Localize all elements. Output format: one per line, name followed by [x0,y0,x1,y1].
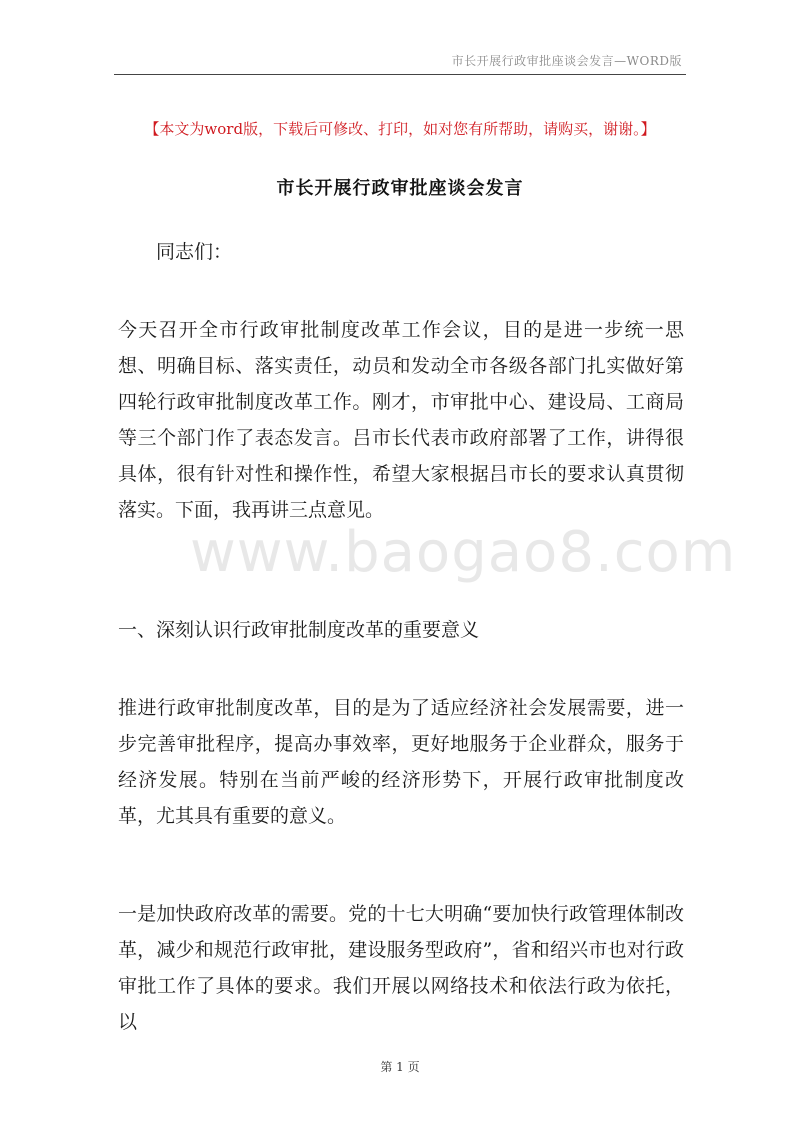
watermark: www.baogao8.com [190,520,737,585]
header-divider [114,74,686,75]
purchase-notice: 【本文为word版，下载后可修改、打印，如对您有所帮助，请购买，谢谢。】 [144,120,656,138]
document-title: 市长开展行政审批座谈会发言 [276,178,524,199]
paragraph-text: 今天召开全市行政审批制度改革工作会议，目的是进一步统一思想、明确目标、落实责任，动员和发动全市各级各部门扎实做好第四轮行政审批制度改革工作。刚才，市审批中心、建设局、工商局等三个部门作了表态发言。吕市长代表市政府部署了工作，讲得很具体，很有针对性和操作性，希望大家根据吕市长的要求认真贯彻落实。下面，我再讲三点意见。 [118,319,684,521]
paragraph-point-one [118,896,684,1040]
paragraph-text: 推进行政审批制度改革，目的是为了适应经济社会发展需要，进一步完善审批程序，提高办事效率，更好地服务于企业群众，服务于经济发展。特别在当前严峻的经济形势下，开展行政审批制度改革，尤其具有重要的意义。 [118,697,684,827]
paragraph-significance [118,690,684,834]
paragraph-text: 一是加快政府改革的需要。党的十七大明确“要加快行政管理体制改革，减少和规范行政审批，建设服务型政府”，省和绍兴市也对行政审批工作了具体的要求。我们开展以网络技术和依法行政为依托，以 [118,903,684,1033]
greeting-text: 同志们： [156,241,233,263]
greeting [118,234,684,270]
page-number: 第 1 页 [380,1060,420,1074]
paragraph-intro [118,312,684,528]
section-heading-text: 一、深刻认识行政审批制度改革的重要意义 [118,619,480,641]
running-header: 市长开展行政审批座谈会发言—WORD版 [451,54,682,68]
section-heading [118,612,684,648]
